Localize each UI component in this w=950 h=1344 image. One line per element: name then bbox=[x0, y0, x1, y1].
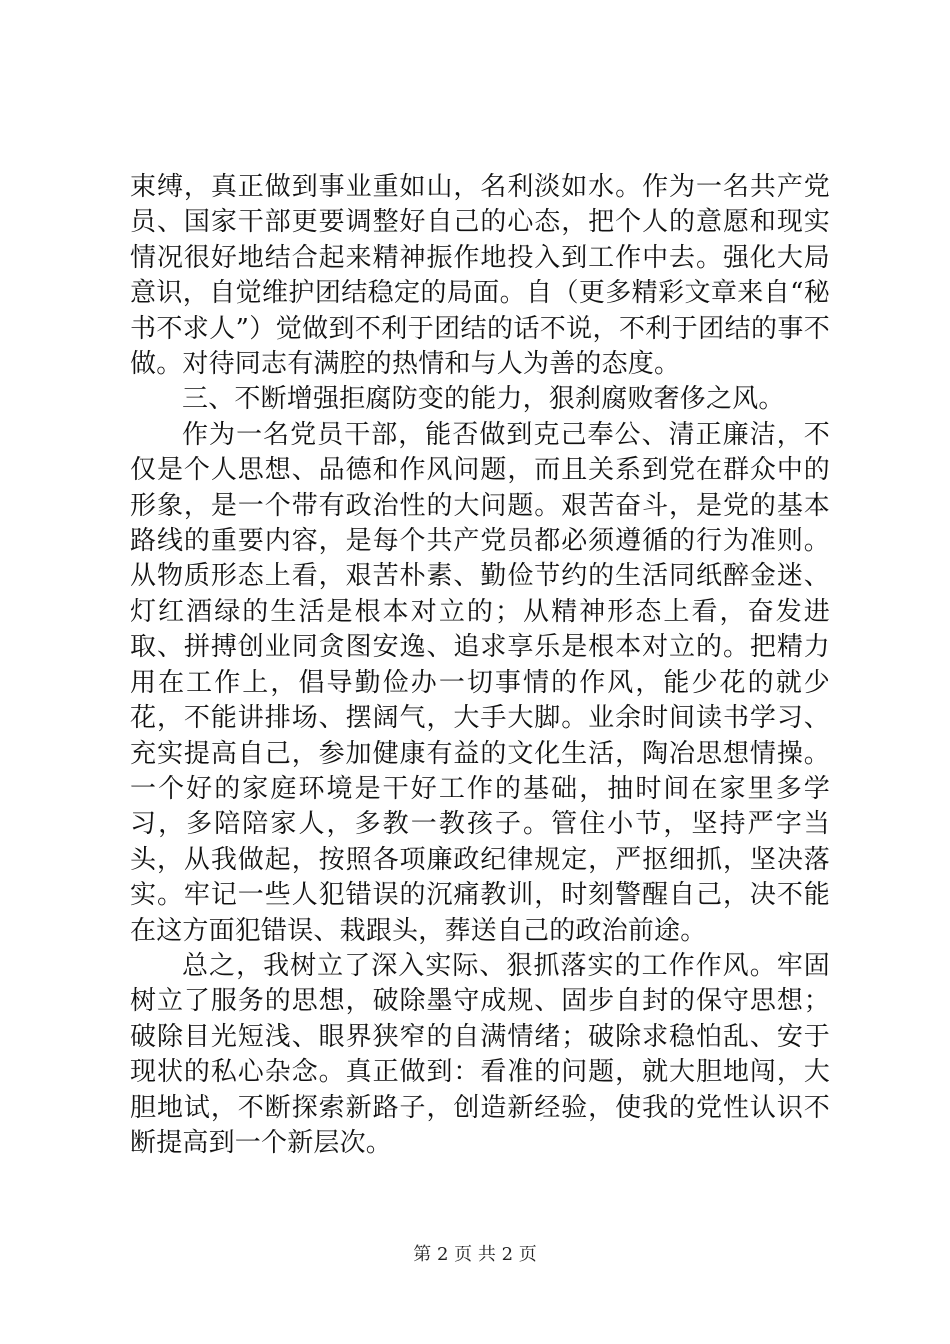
paragraph-continuation: 束缚，真正做到事业重如山，名利淡如水。作为一名共产党员、国家干部更要调整好自己的心态，把个人的意愿和现实情况很好地结合起来精神振作地投入到工作中去。强化大局意识，自觉维护团结稳定的局面。自（更多精彩文章来自“秘书不求人”）觉做到不利于团结的话不说，不利于团结的事不做。对待同志有满腔的热情和与人为善的态度。 bbox=[130, 172, 830, 380]
paragraph-anti-corruption: 作为一名党员干部，能否做到克己奉公、清正廉洁，不仅是个人思想、品德和作风问题，而且关系到党在群众中的形象，是一个带有政治性的大问题。艰苦奋斗，是党的基本路线的重要内容，是每个共产党员都必须遵循的行为准则。从物质形态上看，艰苦朴素、勤俭节约的生活同纸醉金迷、灯红酒绿的生活是根本对立的；从精神形态上看，奋发进取、拼搏创业同贪图安逸、追求享乐是根本对立的。把精力用在工作上，倡导勤俭办一切事情的作风，能少花的就少花，不能讲排场、摆阔气，大手大脚。业余时间读书学习、充实提高自己，参加健康有益的文化生活，陶冶思想情操。一个好的家庭环境是干好工作的基础，抽时间在家里多学习，多陪陪家人，多教一教孩子。管住小节，坚持严字当头，从我做起，按照各项廉政纪律规定，严抠细抓，坚决落实。牢记一些人犯错误的沉痛教训，时刻警醒自己，决不能在这方面犯错误、栽跟头，葬送自己的政治前途。 bbox=[130, 419, 830, 946]
paragraph-conclusion: 总之，我树立了深入实际、狠抓落实的工作作风。牢固树立了服务的思想，破除墨守成规、固步自封的保守思想；破除目光短浅、眼界狭窄的自满情绪；破除求稳怕乱、安于现状的私心杂念。真正做到：看准的问题，就大胆地闯，大胆地试，不断探索新路子，创造新经验，使我的党性认识不断提高到一个新层次。 bbox=[130, 950, 830, 1158]
page-footer: 第 2 页 共 2 页 bbox=[413, 1244, 537, 1265]
section-heading-3: 三、不断增强拒腐防变的能力，狠刹腐败奢侈之风。 bbox=[182, 384, 785, 415]
document-body bbox=[130, 170, 830, 1161]
